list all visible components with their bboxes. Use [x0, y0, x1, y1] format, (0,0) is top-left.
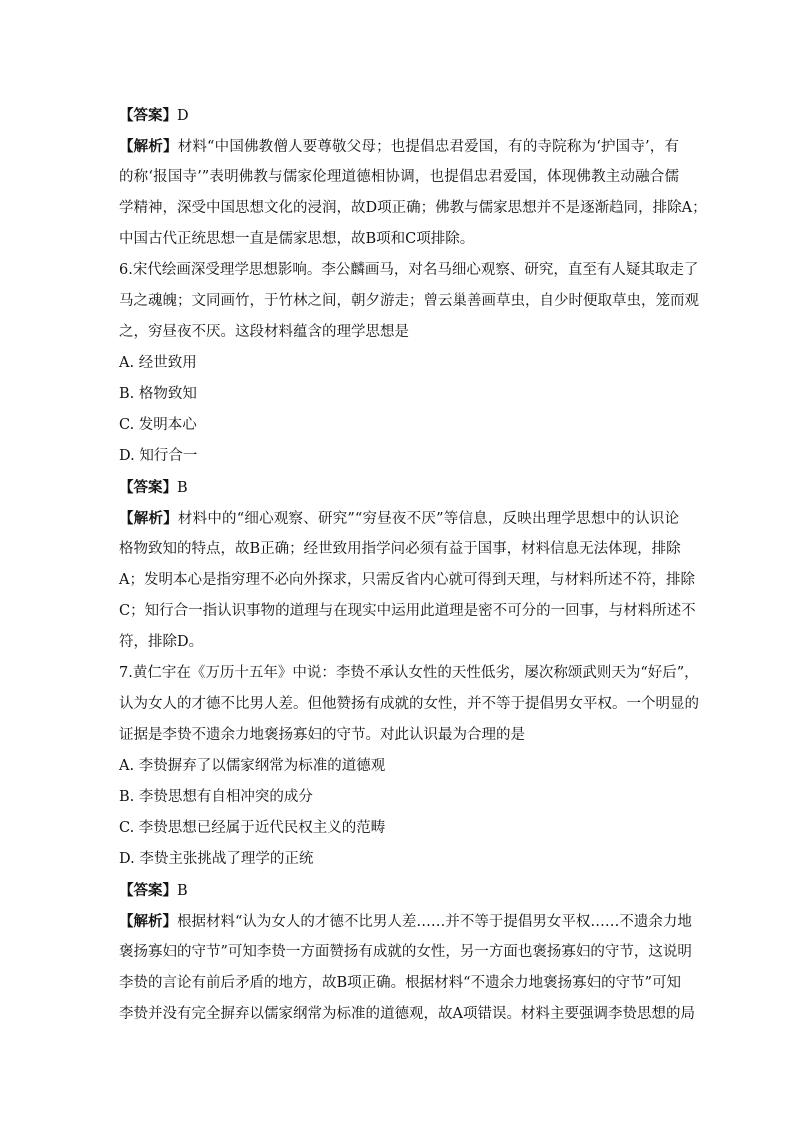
analysis-label: 【解析】: [119, 138, 178, 155]
answer-value: B: [177, 883, 188, 899]
analysis-text: 材料中的“细心观察、研究”“穷昼夜不厌”等信息，反映出理学思想中的认识论: [177, 511, 680, 527]
answer-label: 【答案】: [119, 107, 177, 124]
analysis-line: 格物致知的特点，故B正确；经世致用指学问必须有益于国事，材料信息无法体现，排除: [119, 541, 681, 557]
option-d: D. 知行合一: [119, 448, 198, 464]
analysis-line: 学精神，深受中国思想文化的浸润，故D项正确；佛教与儒家思想并不是逐渐趋同，排除A；: [119, 200, 707, 216]
analysis-line: C；知行合一指认识事物的道理与在现实中运用此道理是密不可分的一回事，与材料所述不: [119, 603, 696, 619]
option-b: B. 格物致知: [119, 386, 197, 402]
option-a: A. 李贽摒弃了以儒家纲常为标准的道德观: [119, 758, 386, 774]
question-stem-line: 之，穷昼夜不厌。这段材料蕴含的理学思想是: [119, 324, 409, 340]
document-body: [119, 100, 707, 1030]
question-stem-line: 马之魂魄；文同画竹，于竹林之间，朝夕游走；曾云巢善画草虫，自少时便取草虫，笼而观: [119, 293, 699, 309]
analysis-line: [119, 131, 679, 162]
question-stem-line: 认为女人的才德不比男人差。但他赞扬有成就的女性，并不等于提倡男女平权。一个明显的: [119, 696, 699, 712]
question-stem-line: 7.黄仁宇在《万历十五年》中说：李贽不承认女性的天性低劣，屡次称颂武则天为“好后”，: [119, 665, 699, 681]
analysis-line: 李贽的言论有前后矛盾的地方，故B项正确。根据材料“不遗余力地褒扬寡妇的守节”可知: [119, 975, 681, 991]
analysis-line: [119, 906, 692, 937]
option-b: B. 李贽思想有自相冲突的成分: [119, 789, 313, 805]
option-c: C. 发明本心: [119, 417, 197, 433]
answer-line: [119, 100, 679, 131]
answer-label: 【答案】: [119, 479, 177, 496]
analysis-line: [119, 503, 679, 534]
question-stem-line: 6.宋代绘画深受理学思想影响。李公麟画马，对名马细心观察、研究，直至有人疑其取走了: [119, 262, 699, 278]
analysis-line: 李贽并没有完全摒弃以儒家纲常为标准的道德观，故A项错误。材料主要强调李贽思想的局: [119, 1006, 695, 1022]
option-c: C. 李贽思想已经属于近代民权主义的范畴: [119, 820, 386, 836]
analysis-label: 【解析】: [119, 510, 178, 527]
answer-value: B: [177, 480, 188, 496]
analysis-line: 的称‘报国寺’”表明佛教与儒家伦理道德相协调，也提倡忠君爱国，体现佛教主动融合儒: [119, 169, 679, 185]
analysis-line: 符，排除D。: [119, 634, 204, 650]
analysis-label: 【解析】: [119, 913, 177, 930]
answer-line: [119, 875, 679, 906]
answer-value: D: [177, 108, 189, 124]
question-stem-line: 证据是李贽不遗余力地褒扬寡妇的守节。对此认识最为合理的是: [119, 727, 525, 743]
analysis-line: A；发明本心是指穷理不必向外探求，只需反省内心就可得到天理，与材料所述不符，排除: [119, 572, 695, 588]
answer-label: 【答案】: [119, 882, 177, 899]
analysis-line: 中国古代正统思想一直是儒家思想，故B项和C项排除。: [119, 231, 475, 247]
option-a: A. 经世致用: [119, 355, 197, 371]
analysis-line: 褒扬寡妇的守节”可知李贽一方面赞扬有成就的女性，另一方面也褒扬寡妇的守节，这说明: [119, 944, 692, 960]
option-d: D. 李贽主张挑战了理学的正统: [119, 851, 314, 867]
answer-line: [119, 472, 679, 503]
analysis-text: 材料“中国佛教僧人要尊敬父母；也提倡忠君爱国，有的寺院称为‘护国寺’，有: [177, 139, 679, 155]
analysis-text: 根据材料“认为女人的才德不比男人差……并不等于提倡男女平权……不遗余力地: [177, 914, 692, 930]
